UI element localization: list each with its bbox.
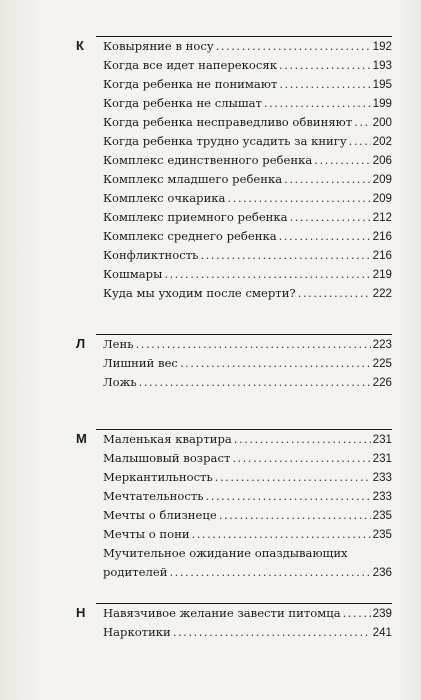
entry-title-line-1: Мучительное ожидание опаздывающих (103, 546, 348, 560)
leader-dots (232, 449, 370, 468)
entry-title: Комплекс очкарика (103, 191, 226, 205)
entry-page-number: 226 (372, 376, 392, 389)
entry-title: Кошмары (103, 267, 163, 281)
toc-entry[interactable] (103, 56, 392, 75)
toc-entry[interactable] (103, 132, 392, 151)
entry-title: Куда мы уходим после смерти? (103, 286, 296, 300)
toc-entry[interactable] (103, 246, 392, 265)
entry-page-number: 235 (372, 528, 392, 541)
leader-dots (215, 468, 371, 487)
section-letter: Л (76, 336, 86, 351)
entry-page-number: 216 (372, 230, 392, 243)
section-letter: М (76, 431, 87, 446)
entry-page-number: 235 (372, 509, 392, 522)
entry-page-number: 223 (372, 338, 392, 351)
toc-entry[interactable] (103, 623, 392, 642)
entry-page-number: 239 (372, 607, 392, 620)
toc-entry[interactable] (103, 525, 392, 544)
leader-dots (234, 430, 371, 449)
entry-page-number: 219 (372, 268, 392, 281)
toc-entries (103, 335, 392, 392)
entry-title: Ковыряние в носу (103, 39, 214, 53)
leader-dots (216, 37, 371, 56)
entry-title: Когда ребенка не понимают (103, 77, 278, 91)
entry-page-number: 233 (372, 471, 392, 484)
leader-dots (279, 75, 370, 94)
entry-page-number: 209 (372, 173, 392, 186)
leader-dots (284, 170, 370, 189)
entry-page-number: 222 (372, 287, 392, 300)
entry-page-number: 231 (372, 452, 392, 465)
entry-title: Мечты о близнеце (103, 508, 217, 522)
toc-entry[interactable] (103, 604, 392, 623)
entry-title: Мечты о пони (103, 527, 190, 541)
toc-entry[interactable] (103, 373, 392, 392)
leader-dots (298, 284, 371, 303)
toc-entry[interactable] (103, 487, 392, 506)
toc-entry[interactable] (103, 113, 392, 132)
leader-dots (219, 506, 371, 525)
leader-dots (349, 132, 371, 151)
entry-page-number: 241 (372, 626, 392, 639)
leader-dots (279, 56, 371, 75)
entry-page-number: 195 (372, 78, 392, 91)
toc-entries (103, 37, 392, 303)
entry-title: Малышовый возраст (103, 451, 231, 465)
toc-entry[interactable] (103, 37, 392, 56)
entry-title: Наркотики (103, 625, 171, 639)
entry-page-number: 193 (372, 59, 392, 72)
entry-title: Когда все идет наперекосяк (103, 58, 277, 72)
leader-dots (290, 208, 371, 227)
entry-page-number: 200 (372, 116, 392, 129)
toc-entry[interactable] (103, 94, 392, 113)
entry-page-number: 231 (372, 433, 392, 446)
leader-dots (354, 113, 370, 132)
toc-entry[interactable] (103, 449, 392, 468)
entry-title: Когда ребенка трудно усадить за книгу (103, 134, 347, 148)
section-letter: К (76, 38, 84, 53)
entry-title: Конфликтность (103, 248, 199, 262)
toc-entry[interactable] (103, 151, 392, 170)
entry-page-number: 199 (372, 97, 392, 110)
toc-entry[interactable] (103, 227, 392, 246)
toc-entry[interactable] (103, 189, 392, 208)
section-letter: Н (76, 605, 86, 620)
entry-title: Лень (103, 337, 134, 351)
leader-dots (343, 604, 371, 623)
entry-title: Ложь (103, 375, 137, 389)
entry-page-number: 206 (372, 154, 392, 167)
toc-entry[interactable] (103, 506, 392, 525)
toc-entry[interactable] (103, 208, 392, 227)
entry-page-number: 236 (372, 566, 392, 579)
leader-dots (180, 354, 371, 373)
toc-entry[interactable] (103, 430, 392, 449)
leader-dots (192, 525, 371, 544)
toc-entry[interactable] (103, 265, 392, 284)
entry-page-number: 233 (372, 490, 392, 503)
entry-title-line-2: родителей (103, 565, 168, 579)
entry-title: Маленькая квартира (103, 432, 232, 446)
entry-title: Комплекс приемного ребенка (103, 210, 288, 224)
leader-dots (314, 151, 370, 170)
leader-dots (173, 623, 371, 642)
leader-dots (170, 563, 371, 582)
toc-entry[interactable] (103, 354, 392, 373)
entry-page-number: 202 (372, 135, 392, 148)
leader-dots (200, 246, 370, 265)
leader-dots (164, 265, 370, 284)
entry-title: Когда ребенка не слышат (103, 96, 262, 110)
leader-dots (206, 487, 371, 506)
leader-dots (136, 335, 371, 354)
toc-entry[interactable] (103, 335, 392, 354)
entry-title: Навязчивое желание завести питомца (103, 606, 341, 620)
leader-dots (227, 189, 370, 208)
leader-dots (139, 373, 371, 392)
leader-dots (264, 94, 371, 113)
entry-title: Когда ребенка несправедливо обвиняют (103, 115, 353, 129)
entry-page-number: 225 (372, 357, 392, 370)
toc-entry[interactable] (103, 284, 392, 303)
entry-title: Лишний вес (103, 356, 178, 370)
entry-page-number: 209 (372, 192, 392, 205)
toc-entry[interactable] (103, 468, 392, 487)
entry-title: Комплекс единственного ребенка (103, 153, 313, 167)
entry-page-number: 192 (372, 40, 392, 53)
toc-entry[interactable] (103, 75, 392, 94)
toc-entry[interactable] (103, 170, 392, 189)
entry-title: Мечтательность (103, 489, 204, 503)
leader-dots (279, 227, 371, 246)
entry-title: Комплекс младшего ребенка (103, 172, 283, 186)
toc-entry[interactable] (103, 544, 392, 582)
toc-entries (103, 604, 392, 642)
entry-page-number: 212 (372, 211, 392, 224)
entry-title: Меркантильность (103, 470, 213, 484)
entry-title: Комплекс среднего ребенка (103, 229, 277, 243)
toc-entries (103, 430, 392, 582)
entry-page-number: 216 (372, 249, 392, 262)
